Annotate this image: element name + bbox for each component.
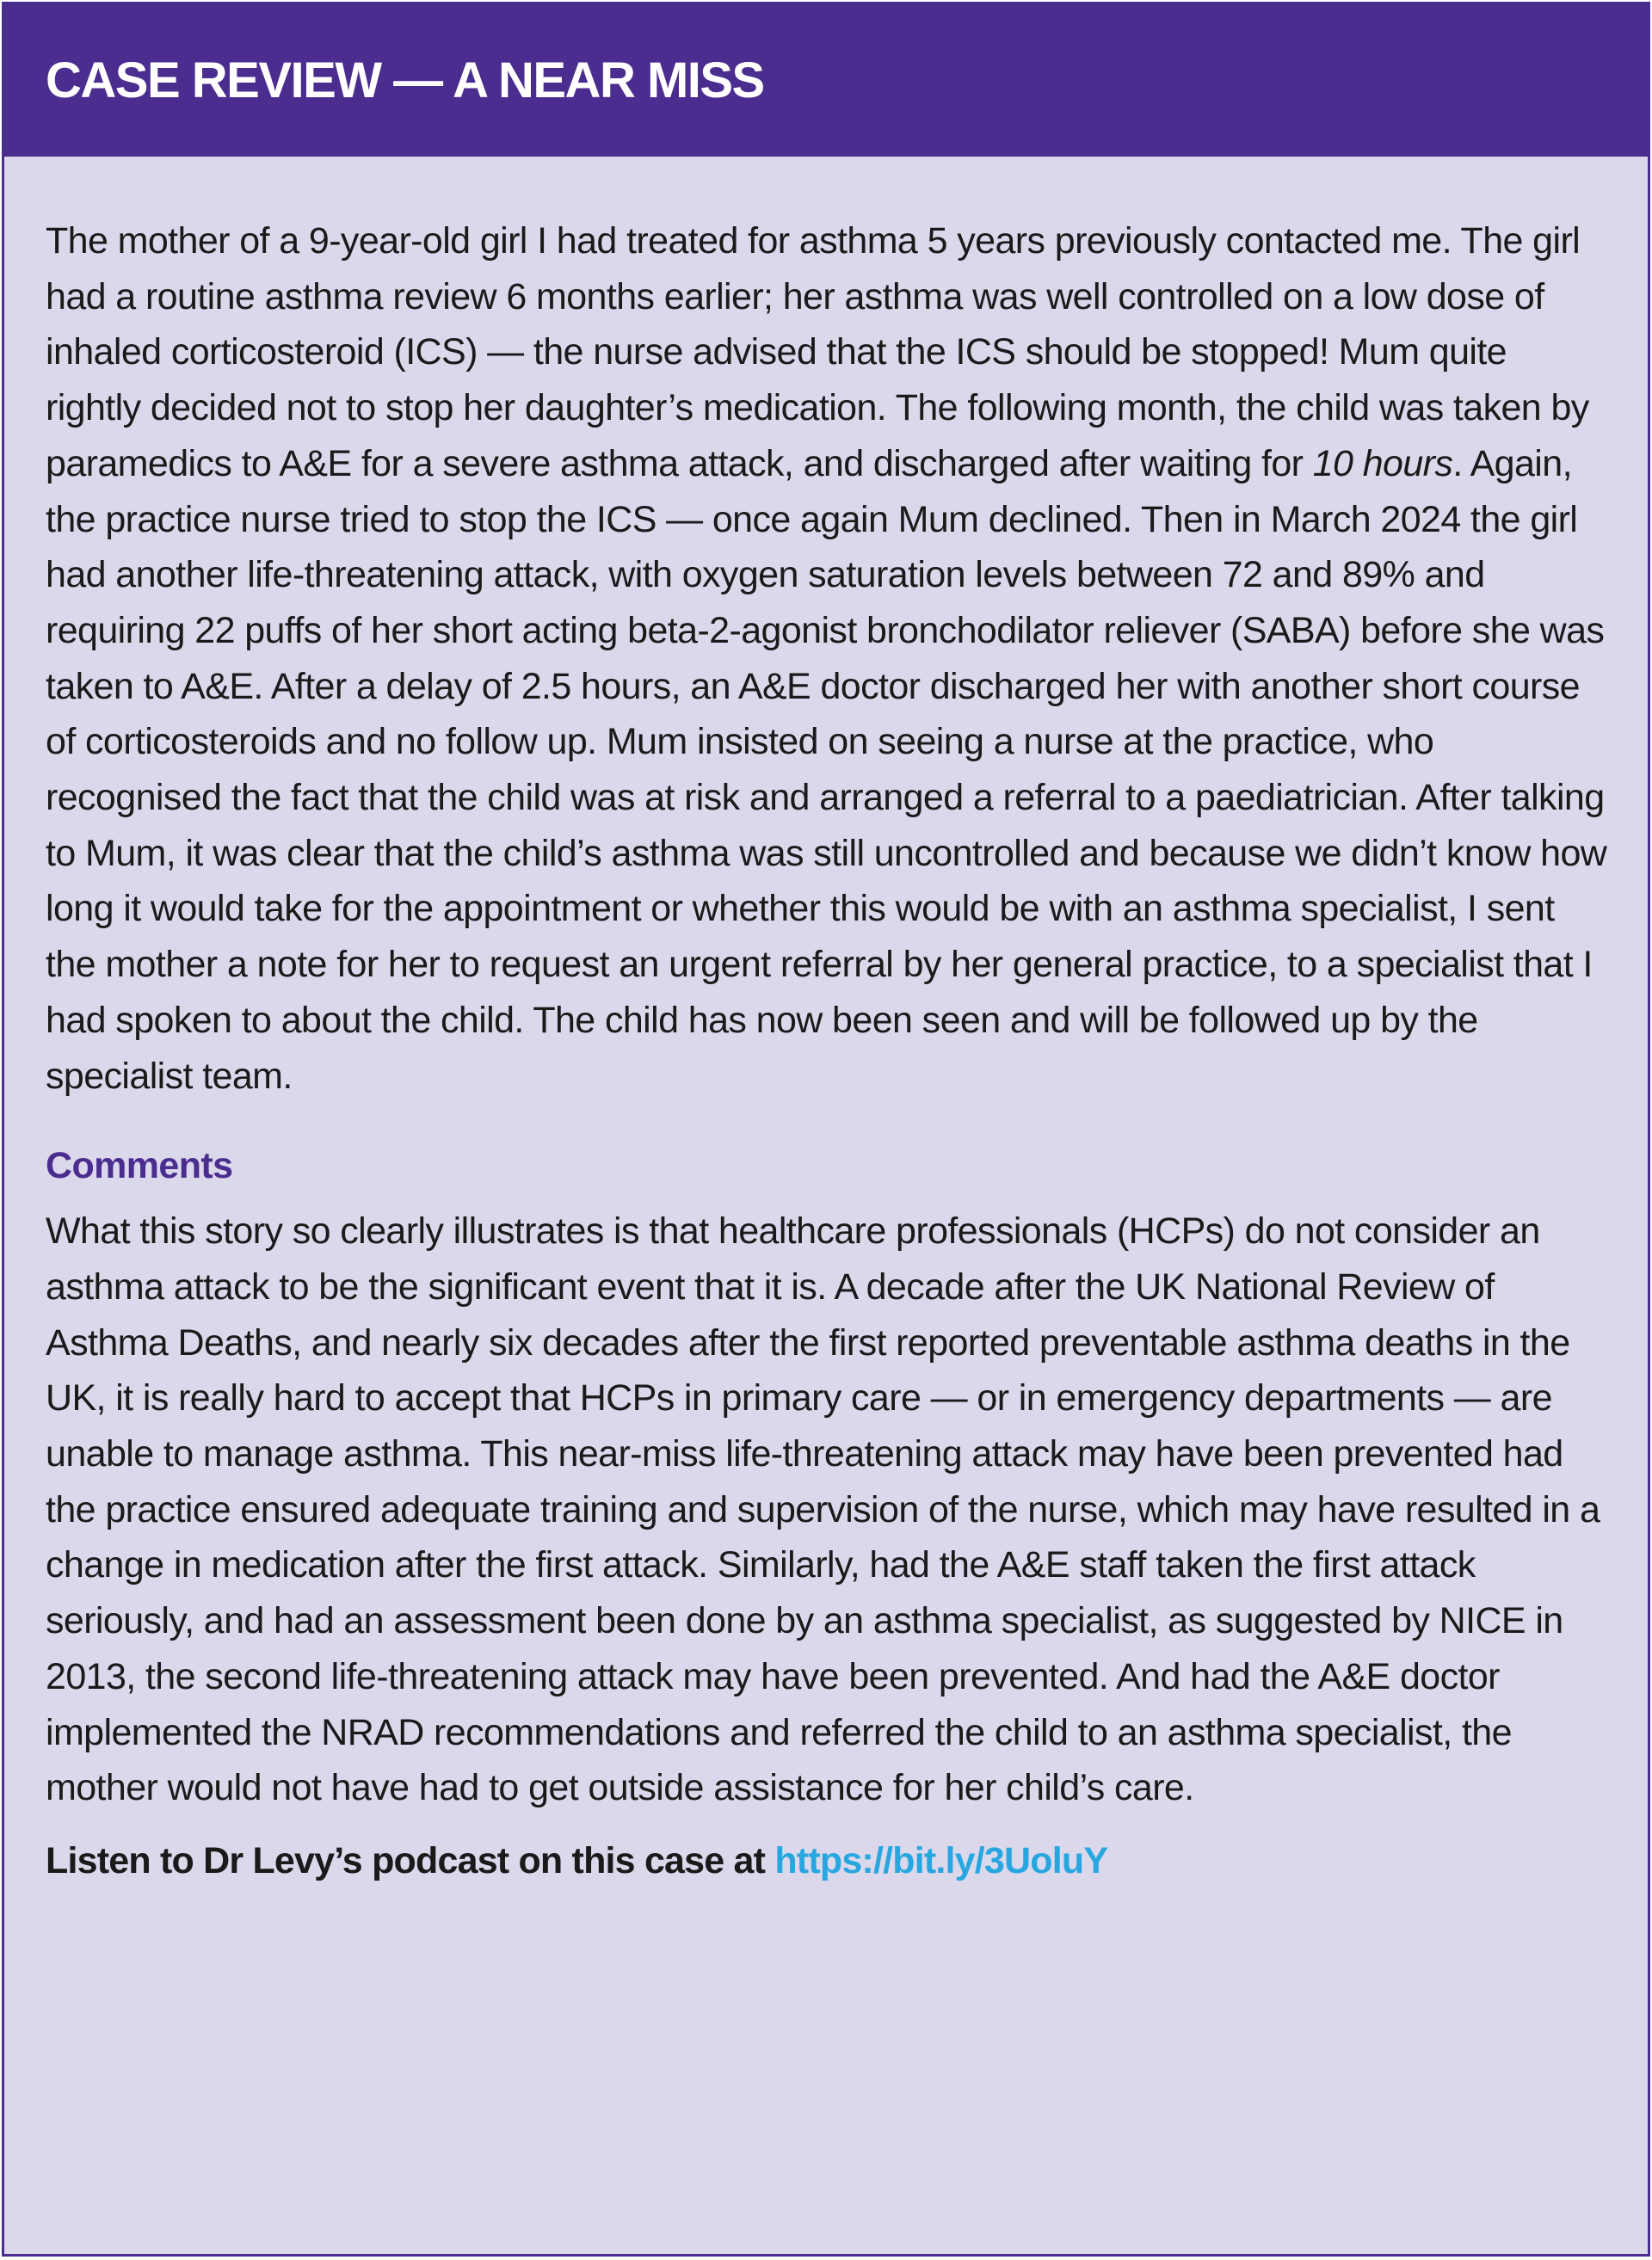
comments-heading: Comments	[46, 1145, 233, 1187]
case-paragraph	[46, 213, 1608, 1104]
case-text-part-1: The mother of a 9-year-old girl I had treated for asthma 5 years previously contacted me. The girl had a routine asthma review 6 months earlier; her asthma was well controlled on a low dose of inhaled corticosteroid (ICS) — the nurse advised that the ICS should be stopped! Mum quite rightly decided not to stop her daughter’s medication. The following month, the child was taken by paramedics to A&E for a severe asthma attack, and discharged after waiting for	[46, 220, 1589, 484]
podcast-text: Listen to Dr Levy’s podcast on this case at	[46, 1839, 775, 1881]
comments-paragraph: What this story so clearly illustrates is that healthcare professionals (HCPs) do not consider an asthma attack to be the significant event that it is. A decade after the UK National Review of Asthma Deaths, and nearly six decades after the first reported preventable asthma deaths in the UK, it is really hard to accept that HCPs in primary care — or in emergency departments — are unable to manage asthma. This near-miss life-threatening attack may have been prevented had the practice ensured adequate training and supervision of the nurse, which may have resulted in a change in medication after the first attack. Similarly, had the A&E staff taken the first attack seriously, and had an assessment been done by an asthma specialist, as suggested by NICE in 2013, the second life-threatening attack may have been prevented. And had the A&E doctor implemented the NRAD recommendations and referred the child to an asthma specialist, the mother would not have had to get outside assistance for her child’s care.	[46, 1210, 1600, 1809]
case-text-part-2: . Again, the practice nurse tried to stop the ICS — once again Mum declined. Then in March 2024 the girl had another life-threatening attack, with oxygen saturation levels between 72 and 89% and requiring 22 puffs of her short acting beta-2-agonist bronchodilator reliever (SABA) before she was taken to A&E. After a delay of 2.5 hours, an A&E doctor discharged her with another short course of corticosteroids and no follow up. Mum insisted on seeing a nurse at the practice, who recognised the fact that the child was at risk and arranged a referral to a paediatrician. After talking to Mum, it was clear that the child’s asthma was still uncontrolled and because we didn’t know how long it would take for the appointment or whether this would be with an asthma specialist, I sent the mother a note for her to request an urgent referral by her general practice, to a specialist that I had spoken to about the child. The child has now been seen and will be followed up by the specialist team.	[46, 442, 1607, 1097]
panel-content	[4, 157, 1648, 1888]
case-review-panel	[2, 2, 1650, 2257]
case-emphasis: 10 hours	[1312, 442, 1453, 484]
panel-title: CASE REVIEW — A NEAR MISS	[46, 52, 764, 108]
podcast-line	[46, 1833, 1608, 1888]
panel-header	[4, 4, 1648, 157]
podcast-link[interactable]: https://bit.ly/3UoluY	[774, 1839, 1108, 1881]
